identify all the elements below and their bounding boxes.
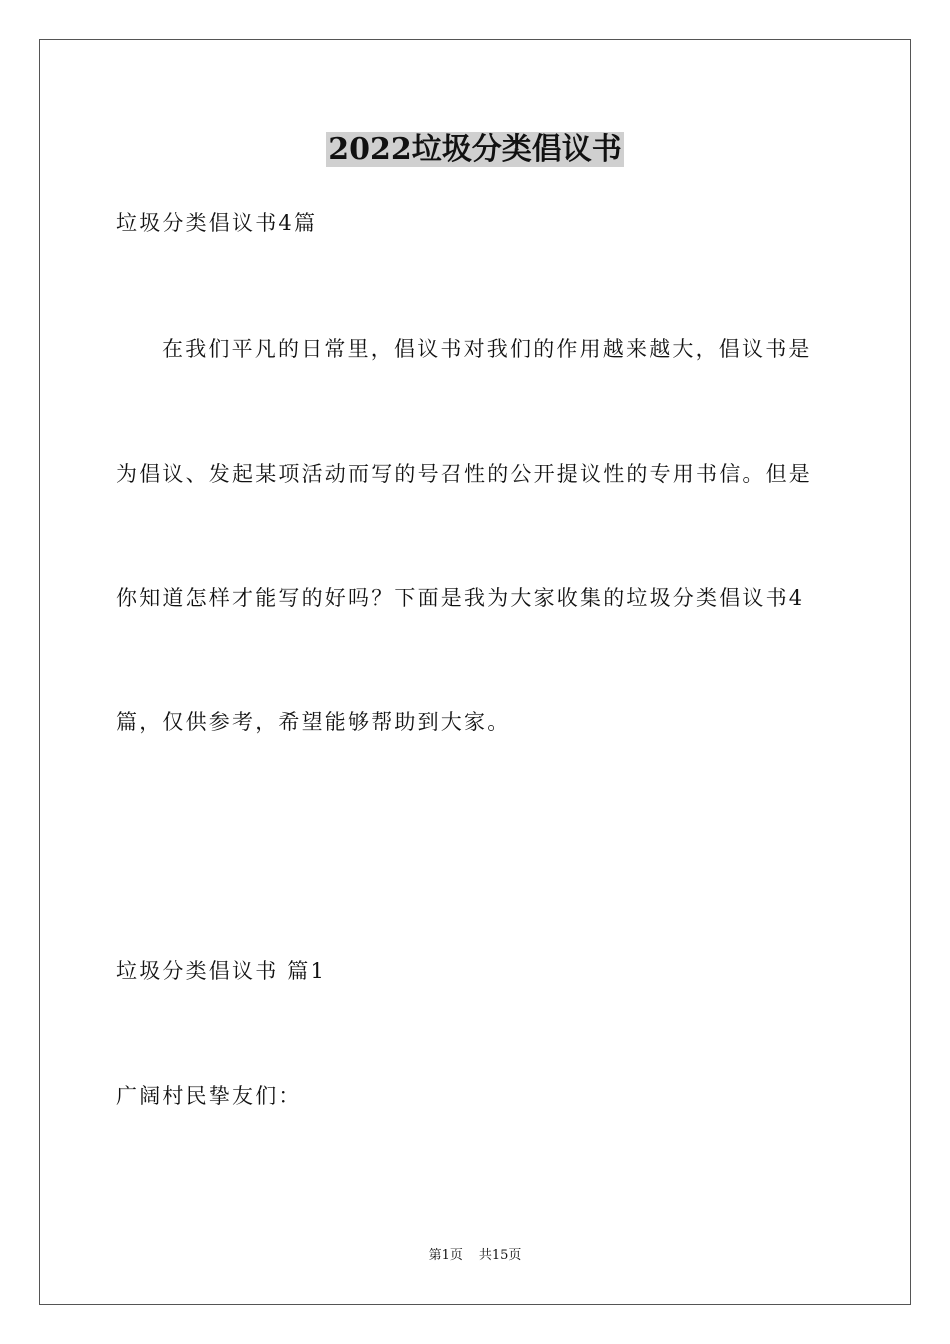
subtitle: 垃圾分类倡议书4篇 (116, 211, 318, 235)
section-heading: 垃圾分类倡议书 篇1 (116, 959, 327, 983)
page-total: 共15页 (478, 1248, 522, 1263)
intro-line-3: 你知道怎样才能写的好吗？下面是我为大家收集的垃圾分类倡议书4 (116, 586, 805, 610)
page-footer (0, 1247, 950, 1265)
intro-line-1: 在我们平凡的日常里，倡议书对我们的作用越来越大，倡议书是 (162, 337, 812, 361)
intro-line-2: 为倡议、发起某项活动而写的号召性的公开提议性的专用书信。但是 (116, 462, 812, 486)
page-current: 第1页 (428, 1248, 463, 1263)
salutation: 广阔村民挚友们： (116, 1084, 302, 1108)
intro-line-4: 篇，仅供参考，希望能够帮助到大家。 (116, 710, 511, 734)
title-text: 2022垃圾分类倡议书 (328, 132, 622, 167)
document-title (0, 126, 950, 174)
